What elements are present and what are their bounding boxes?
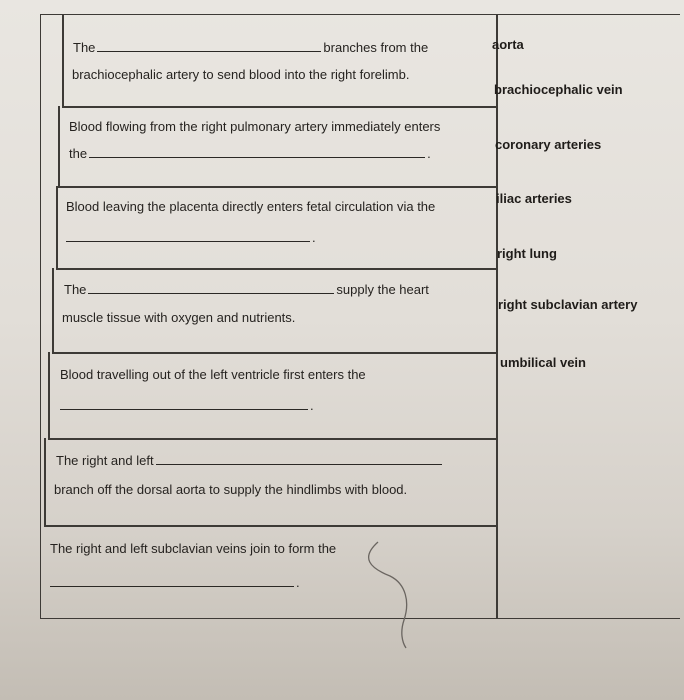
answer-blank[interactable] xyxy=(97,50,321,52)
question-column-edge xyxy=(52,268,54,352)
row-divider xyxy=(62,106,496,108)
question-3-line-1: Blood leaving the placenta directly enters fetal circulation via the xyxy=(66,199,436,214)
question-2-suffix: . xyxy=(427,146,431,161)
question-5-suffix: . xyxy=(310,398,314,413)
answer-bank-item: umbilical vein xyxy=(500,355,586,370)
question-1-middle: branches from the xyxy=(323,40,429,55)
row-divider xyxy=(58,186,496,188)
question-5-line-2 xyxy=(58,398,314,413)
row-divider xyxy=(44,525,496,527)
question-7-suffix: . xyxy=(296,575,300,590)
pen-mark xyxy=(340,540,420,650)
question-4-middle: supply the heart xyxy=(336,282,429,297)
question-6-line-1 xyxy=(56,453,444,468)
question-6-line-2: branch off the dorsal aorta to supply the hindlimbs with blood. xyxy=(54,482,408,497)
question-4-line-2: muscle tissue with oxygen and nutrients. xyxy=(62,310,296,325)
row-divider xyxy=(56,268,496,270)
answer-bank-item: coronary arteries xyxy=(495,137,602,152)
answer-blank[interactable] xyxy=(156,463,442,465)
answer-bank-item: aorta xyxy=(492,37,524,52)
row-divider xyxy=(48,438,496,440)
question-1-line-2: brachiocephalic artery to send blood into the right forelimb. xyxy=(72,67,410,82)
question-6-prefix: The right and left xyxy=(56,453,154,468)
question-4-line-1 xyxy=(64,282,429,297)
question-column-edge xyxy=(56,186,58,268)
question-7-line-1: The right and left subclavian veins join to form the xyxy=(50,541,337,556)
answer-blank[interactable] xyxy=(88,292,334,294)
answer-blank[interactable] xyxy=(60,408,308,410)
question-3-suffix: . xyxy=(312,230,316,245)
question-5-line-1: Blood travelling out of the left ventricle first enters the xyxy=(60,367,366,382)
answer-bank-item: brachiocephalic vein xyxy=(494,82,623,97)
row-divider xyxy=(52,352,496,354)
answer-blank[interactable] xyxy=(89,156,425,158)
question-column-edge xyxy=(58,106,60,186)
question-7-line-2 xyxy=(48,575,300,590)
answer-bank-item: right lung xyxy=(497,246,557,261)
question-column-edge xyxy=(62,14,64,106)
column-divider xyxy=(496,14,498,619)
question-2-line-2 xyxy=(69,146,431,161)
question-1-line-1 xyxy=(73,40,428,55)
answer-blank[interactable] xyxy=(66,240,310,242)
answer-bank-item: iliac arteries xyxy=(496,191,572,206)
answer-blank[interactable] xyxy=(50,585,294,587)
question-4-prefix: The xyxy=(64,282,87,297)
answer-bank-item: right subclavian artery xyxy=(498,297,638,312)
question-2-line-1: Blood flowing from the right pulmonary artery immediately enters xyxy=(69,119,441,134)
question-column-edge xyxy=(44,438,46,525)
question-2-prefix: the xyxy=(69,146,88,161)
question-column-edge xyxy=(48,352,50,438)
question-3-line-2 xyxy=(64,230,316,245)
question-1-prefix: The xyxy=(73,40,96,55)
